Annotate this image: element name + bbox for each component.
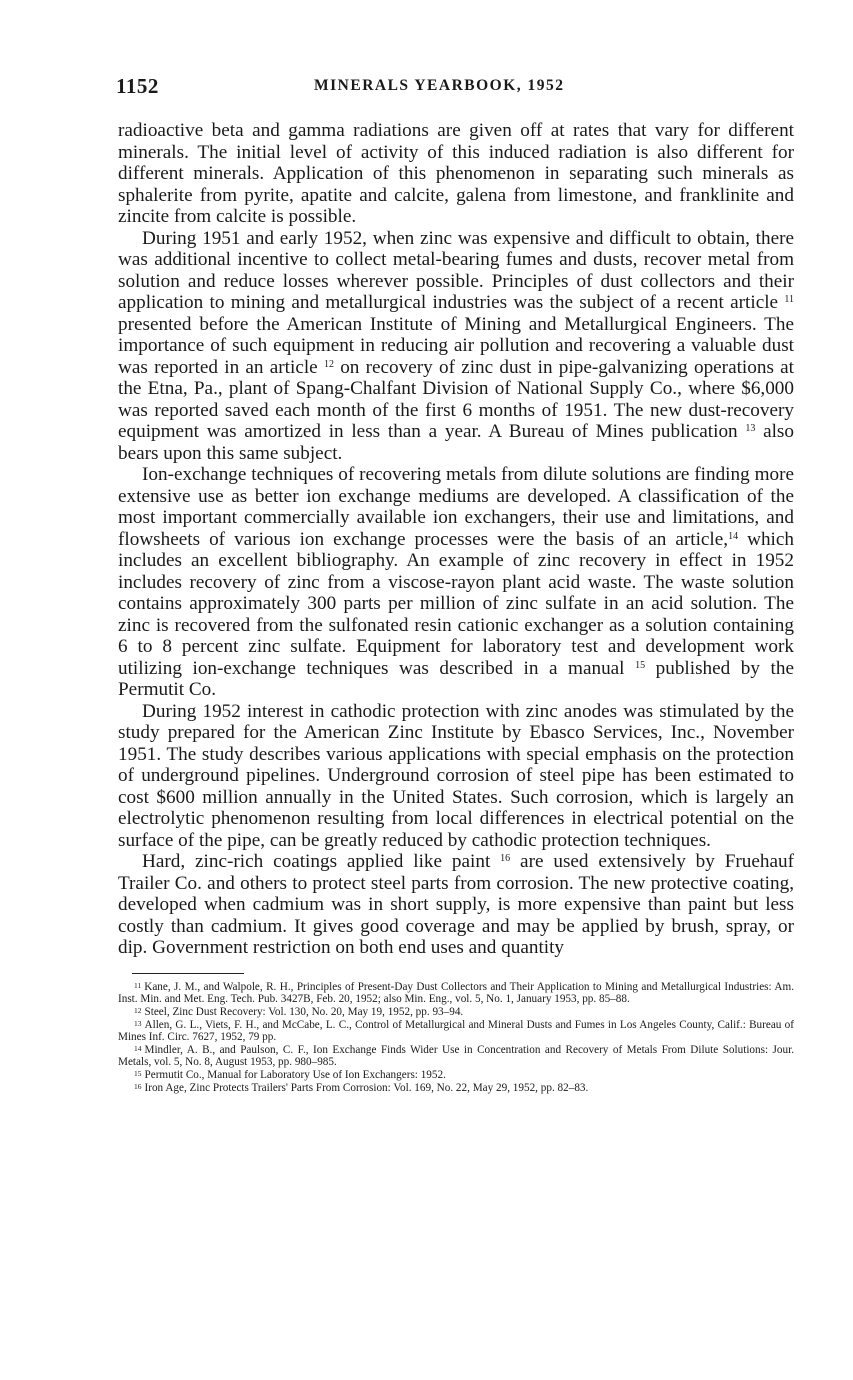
- footnote: [118, 1005, 794, 1018]
- footnote-text: Allen, G. L., Viets, F. H., and McCabe, L. C., Control of Metallurgical and Mineral Dusts and Fumes in Los Angeles County, Calif.: Bureau of Mines Inf. Circ. 7627, 1952, 79 pp.: [118, 1018, 794, 1043]
- footnote-reference: 16: [500, 853, 511, 864]
- footnote: [118, 980, 794, 1005]
- body-paragraph: [118, 464, 794, 701]
- body-text-run: Hard, zinc-rich coatings applied like paint: [142, 851, 501, 872]
- footnote-mark: 15: [134, 1068, 142, 1078]
- footnote-mark: 11: [134, 980, 142, 990]
- body-paragraph: [118, 701, 794, 852]
- footnote: [118, 1043, 794, 1068]
- footnote-text: Iron Age, Zinc Protects Trailers' Parts From Corrosion: Vol. 169, No. 22, May 29, 1952, pp. 82–83.: [144, 1081, 589, 1094]
- footnote-mark: 14: [134, 1043, 142, 1053]
- body-text: [118, 120, 794, 959]
- body-paragraph-continued: [118, 120, 794, 228]
- body-text-run: Ion-exchange techniques of recovering metals from dilute solutions are finding more extensive use as better ion exchange mediums are developed. A classification of the most important commercially available ion exchangers, their use and limitations, and flowsheets of various ion exchange processes were the basis of an article,: [118, 464, 794, 550]
- body-text-run: presented before the American Institute of Mining and Metallurgical Engineers. The importance of such equipment in reducing air pollution and recovering a valuable dust was reported in an article: [118, 313, 794, 378]
- body-text-run: published by the Permutit Co.: [118, 657, 794, 700]
- body-text-run: During 1951 and early 1952, when zinc was expensive and difficult to obtain, there was additional incentive to collect metal-bearing fumes and dusts, recover metal from solution and reduce losses wherever possible. Principles of dust collectors and their application to mining and metallurgical industries was the subject of a recent article: [118, 227, 794, 313]
- footnote-reference: 11: [784, 294, 794, 305]
- page-header: [118, 72, 794, 104]
- footnote-rule: [132, 973, 244, 974]
- footnote-reference: 14: [728, 530, 739, 542]
- footnote: [118, 1068, 794, 1081]
- footnote-text: Permutit Co., Manual for Laboratory Use of Ion Exchangers: 1952.: [144, 1068, 446, 1081]
- footnote-reference: 15: [635, 659, 646, 671]
- footnote-mark: 13: [134, 1018, 142, 1028]
- body-text-run: which includes an excellent bibliography. An example of zinc recovery in effect in 1952 includes recovery of zinc from a viscose-rayon plant acid waste. The waste solution contains approximately 300 parts per million of zinc sulfate in an acid solution. The zinc is recovered from the sulfonated resin cationic exchanger as a solution containing 6 to 8 percent zinc sulfate. Equipment for laboratory test and development work utilizing ion-exchange techniques was described in a manual: [118, 528, 794, 679]
- footnote: [118, 1081, 794, 1094]
- document-page: [118, 72, 794, 1094]
- footnote-mark: 12: [134, 1005, 142, 1015]
- footnote-mark: 16: [134, 1081, 142, 1091]
- footnote-text: Steel, Zinc Dust Recovery: Vol. 130, No. 20, May 19, 1952, pp. 93–94.: [144, 1005, 464, 1018]
- body-text-run: on recovery of zinc dust in pipe-galvanizing operations at the Etna, Pa., plant of Spang-Chalfant Division of National Supply Co., where $6,000 was reported saved each month of the first 6 months of 1951. The new dust-recovery equipment was amortized in less than a year. A Bureau of Mines publication: [118, 356, 794, 442]
- body-text-run: are used extensively by Fruehauf Trailer Co. and others to protect steel parts from corrosion. The new protective coating, developed when cadmium was in short supply, is more expensive than paint but less costly than cadmium. It gives good coverage and may be applied by brush, spray, or dip. Government restriction on both end uses and quantity: [118, 851, 794, 958]
- footnote-reference: 13: [745, 423, 756, 434]
- footnote-reference: 12: [323, 358, 334, 370]
- footnotes: [118, 980, 794, 1094]
- footnote-text: Mindler, A. B., and Paulson, C. F., Ion Exchange Finds Wider Use in Concentration and Recovery of Metals From Dilute Solutions: Jour. Metals, vol. 5, No. 8, August 1953, pp. 980–985.: [118, 1043, 794, 1068]
- body-paragraph: [118, 851, 794, 959]
- page-number: 1152: [116, 74, 159, 98]
- running-head: MINERALS YEARBOOK, 1952: [314, 77, 565, 94]
- body-text-run: radioactive beta and gamma radiations are given off at rates that vary for different minerals. The initial level of activity of this induced radiation is also different for different minerals. Application of this phenomenon in separating such minerals as sphalerite from pyrite, apatite and calcite, galena from limestone, and franklinite and zincite from calcite is possible.: [118, 120, 794, 227]
- footnote-text: Kane, J. M., and Walpole, R. H., Principles of Present-Day Dust Collectors and Their Application to Mining and Metallurgical Industries: Am. Inst. Min. and Met. Eng. Tech. Pub. 3427B, Feb. 20, 1952; also Min. Eng., vol. 5, No. 1, January 1953, pp. 85–88.: [118, 980, 794, 1005]
- body-text-run: also bears upon this same subject.: [118, 421, 794, 464]
- footnote: [118, 1018, 794, 1043]
- body-paragraph: [118, 228, 794, 465]
- body-text-run: During 1952 interest in cathodic protection with zinc anodes was stimulated by the study prepared for the American Zinc Institute by Ebasco Services, Inc., November 1951. The study describes various applications with special emphasis on the protection of underground pipelines. Underground corrosion of steel pipe has been estimated to cost $600 million annually in the United States. Such corrosion, which is largely an electrolytic phenomenon resulting from local differences in electrical potential on the surface of the pipe, can be greatly reduced by cathodic protection techniques.: [118, 700, 794, 851]
